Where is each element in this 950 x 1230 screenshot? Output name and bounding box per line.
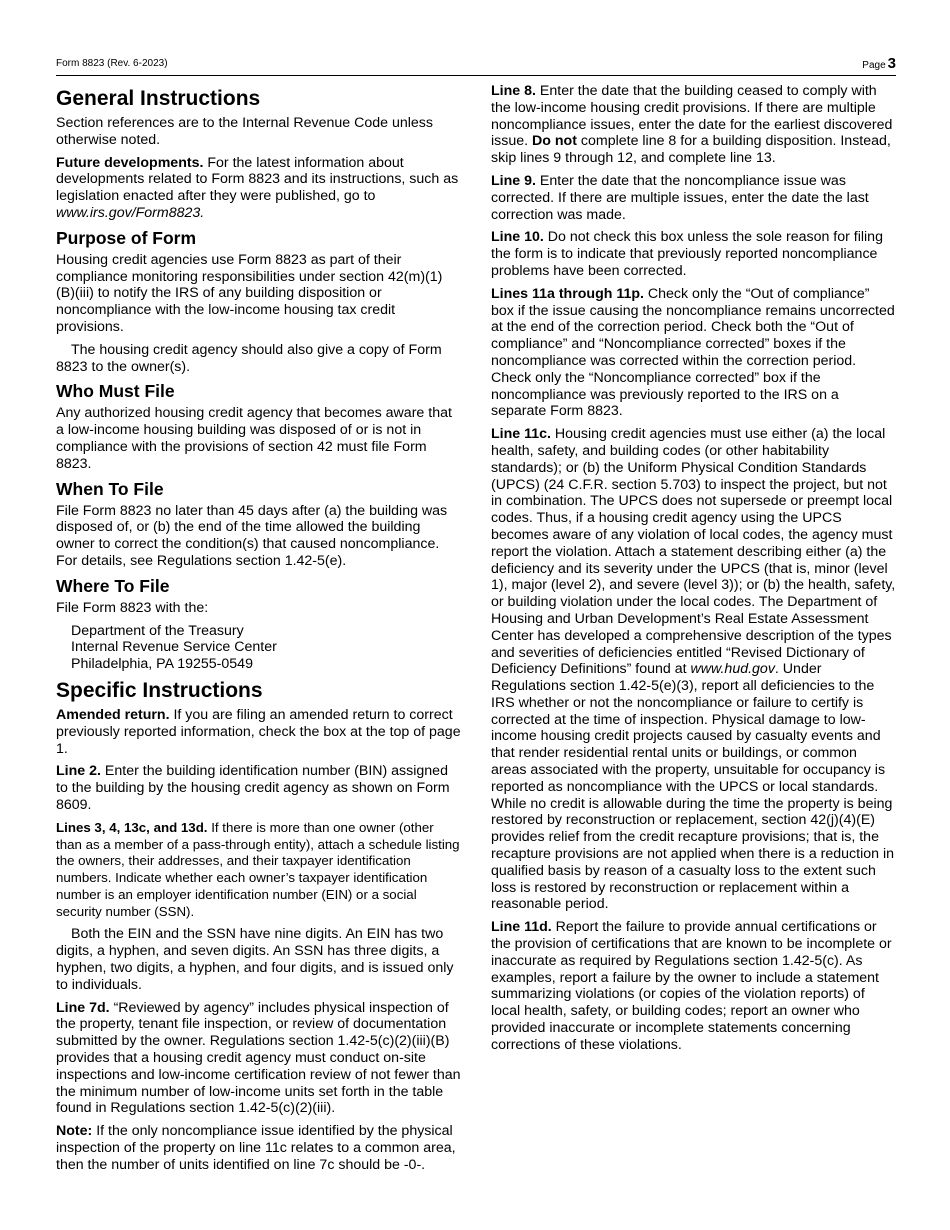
- when-to-file-heading: When To File: [56, 478, 164, 499]
- specific-instructions-heading: Specific Instructions: [56, 678, 263, 702]
- line-11d-paragraph: Line 11d. Report the failure to provide annual certifications or the provision of certifications that are known to be incomplete or inaccurate as required by Regulations section 1.42-5(c). As examples, report a failure by the owner to include a statement summarizing violations (or copies of the violation reports) of local health, safety, or building codes; report an owner who provided inaccurate or incomplete statements concerning corrections of these violations.: [491, 919, 892, 1053]
- line-11c-paragraph: Line 11c. Housing credit agencies must use either (a) the local health, safety, and building codes (or other habitability standards); or (b) the Uniform Physical Condition Standards (UPCS) (24 C.F.R. section 5.703) to inspect the project, but not in combination. The UPCS does not supersede or preempt local codes. Thus, if a housing credit agency using the UPCS becomes aware of any violation of local codes, the agency must report the violation. Attach a statement describing either (a) the deficiency and its severity under the UPCS (that is, minor (level 1), major (level 2), and severe (level 3)); or (b) the health, safety, or building violation under the local codes. The Department of Housing and Urban Development’s Real Estate Assessment Center has developed a comprehensive description of the types and severities of deficiencies entitled “Revised Dictionary of Deficiency Definitions” found at www.hud.gov. Under Regulations section 1.42-5(e)(3), report all deficiencies to the IRS whether or not the noncompliance or failure to certify is corrected at the time of inspection. Physical damage to low-income housing credit projects caused by casualty events and that render residential rental units or buildings, or common areas associated with the property, unsuitable for occupancy is reported as noncompliance with the UPCS or local standards. While no credit is allowable during the time the property is being restored by reconstruction or replacement, section 42(j)(4)(E) provides relief from the credit recapture provisions; that is, the recapture provisions are not applied when there is a reduction in qualified basis by reason of a casualty loss to the extent such loss is restored by reconstruction or replacement within a reasonable period.: [491, 426, 896, 913]
- purpose-paragraph-2: The housing credit agency should also give a copy of Form 8823 to the owner(s).: [56, 341, 442, 375]
- ein-ssn-paragraph: Both the EIN and the SSN have nine digits. An EIN has two digits, a hyphen, and seven digits. An SSN has three digits, a hyphen, two digits, a hyphen, and four digits, and is issued only to individuals.: [56, 926, 454, 993]
- right-column: [491, 83, 896, 1060]
- mailing-address: [71, 623, 461, 673]
- left-column: [56, 83, 461, 1180]
- line-2-paragraph: Line 2. Enter the building identification number (BIN) assigned to the building by the housing credit agency as shown on Form 8609.: [56, 763, 450, 813]
- purpose-paragraph-1: Housing credit agencies use Form 8823 as part of their compliance monitoring responsibilities under section 42(m)(1)(B)(iii) to notify the IRS of any building disposition or noncompliance with the low-income housing tax credit provisions.: [56, 251, 443, 335]
- general-instructions-heading: General Instructions: [56, 87, 261, 110]
- page-number-value: 3: [887, 55, 896, 72]
- line-10-paragraph: Line 10. Do not check this box unless the sole reason for filing the form is to indicate that previously reported noncompliance problems have been corrected.: [491, 229, 883, 279]
- line-7d-paragraph: Line 7d. “Reviewed by agency” includes physical inspection of the property, tenant file inspection, or review of documentation submitted by the owner. Regulations section 1.42-5(c)(2)(iii)(B) provides that a housing credit agency must conduct on-site inspections and low-income certification review of not fewer than the minimum number of low-income units set forth in the table found in Regulations section 1.42-5(c)(2)(iii).: [56, 999, 461, 1117]
- when-to-file-paragraph: File Form 8823 no later than 45 days after (a) the building was disposed of, or (b) the end of the time allowed the building owner to correct the condition(s) that caused noncompliance. For details, see Regulations section 1.42-5(e).: [56, 502, 448, 569]
- purpose-heading: Purpose of Form: [56, 227, 197, 248]
- lines-11a-11p-paragraph: Lines 11a through 11p. Check only the “Out of compliance” box if the issue causing the noncompliance remains uncorrected at the end of the correction period. Check both the “Out of compliance” and “Noncompliance corrected” boxes if the noncompliance was corrected within the correction period. Check only the “Noncompliance corrected” box if the noncompliance was previously reported to the IRS on a separate Form 8823.: [491, 285, 895, 420]
- who-must-file-paragraph: Any authorized housing credit agency that becomes aware that a low-income housing building was disposed of or is not in compliance with the provisions of section 42 must file Form 8823.: [56, 405, 452, 472]
- note-paragraph: Note: If the only noncompliance issue identified by the physical inspection of the property on line 11c relates to a common area, then the number of units identified on line 7c should be -0-.: [56, 1123, 456, 1173]
- who-must-file-heading: Who Must File: [56, 381, 175, 402]
- irs-link: www.irs.gov/Form8823.: [56, 204, 205, 221]
- hud-link: www.hud.gov: [690, 661, 775, 678]
- line-8-paragraph: Line 8. Enter the date that the building ceased to comply with the low-income housing credit provisions. If there are multiple noncompliance issues, enter the date for the earliest discovered issue. Do not complete line 8 for a building disposition. Instead, skip lines 9 through 12, and complete line 13.: [491, 83, 893, 167]
- line-9-paragraph: Line 9. Enter the date that the noncompliance issue was corrected. If there are multiple issues, enter the date the last correction was made.: [491, 172, 869, 223]
- future-developments-title: Future developments.: [56, 154, 204, 171]
- future-developments-paragraph: Future developments. For the latest information about developments related to Form 8823 and its instructions, such as legislation enacted after they were published, go to www.irs.gov/Form8823.: [56, 154, 459, 221]
- intro-paragraph: Section references are to the Internal Revenue Code unless otherwise noted.: [56, 115, 433, 148]
- amended-return-paragraph: Amended return. If you are filing an amended return to correct previously reported information, check the box at the top of page 1.: [56, 706, 461, 757]
- line-3-paragraph: Lines 3, 4, 13c, and 13d. If there is more than one owner (other than as a member of a pass-through entity), attach a schedule listing the owners, their addresses, and their taxpayer identification numbers. Indicate whether each owner’s taxpayer identification number is an employer identification number (EIN) or a social security number (SSN).: [56, 819, 460, 919]
- address-line: Internal Revenue Service Center: [71, 639, 277, 656]
- where-to-file-paragraph: File Form 8823 with the:: [56, 599, 209, 616]
- address-line: Philadelphia, PA 19255-0549: [71, 656, 253, 673]
- address-line: Department of the Treasury: [71, 622, 244, 639]
- page-number: [862, 55, 896, 72]
- form-id: Form 8823 (Rev. 6-2023): [56, 58, 168, 69]
- page-header: [56, 55, 896, 76]
- where-to-file-heading: Where To File: [56, 575, 170, 596]
- page-label: Page: [862, 60, 886, 71]
